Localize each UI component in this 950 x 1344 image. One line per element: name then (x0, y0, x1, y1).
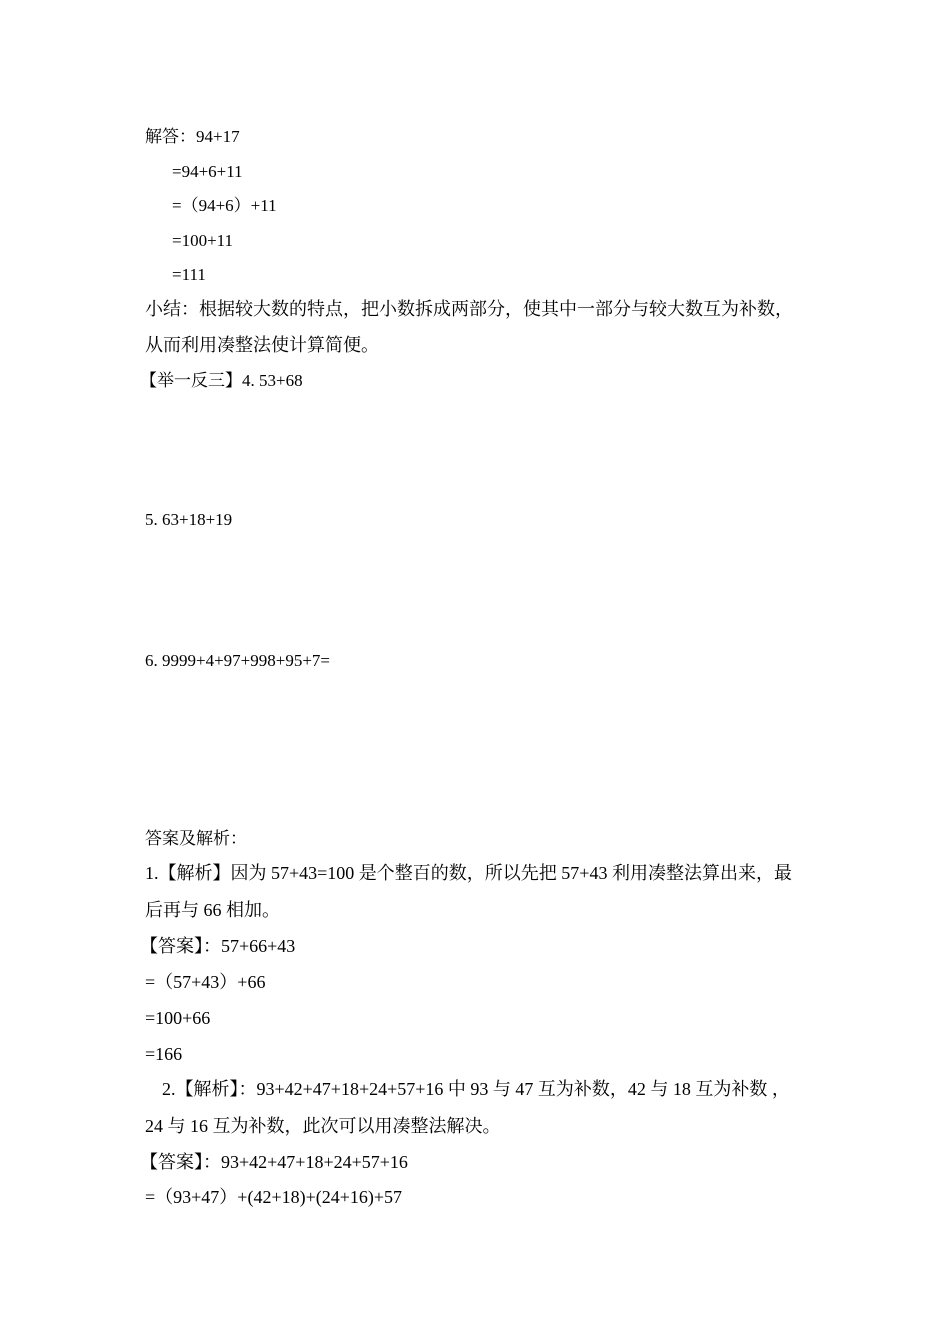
answer-1-step-1: =（57+43）+66 (145, 972, 266, 992)
answer-1-step-3: =166 (145, 1044, 183, 1064)
solution-step-3: =100+11 (172, 231, 234, 250)
answer-2-analysis-line-1: 2.【解析】：93+42+47+18+24+57+16 中 93 与 47 互为补数，42 与 18 互为补数 ， (162, 1079, 790, 1099)
answer-2-analysis-line-2: 24 与 16 互为补数，此次可以用凑整法解决。 (145, 1116, 501, 1136)
answer-2-label: 【答案】：93+42+47+18+24+57+16 (140, 1152, 408, 1172)
practice-problem-6: 6. 9999+4+97+998+95+7= (145, 651, 331, 670)
practice-problem-5: 5. 63+18+19 (145, 510, 233, 529)
solution-step-4: =111 (172, 265, 206, 284)
solution-step-2: =（94+6）+11 (172, 196, 277, 215)
answers-heading: 答案及解析： (145, 829, 247, 848)
summary-line-1: 小结：根据较大数的特点，把小数拆成两部分，使其中一部分与较大数互为补数， (145, 299, 793, 319)
summary-line-2: 从而利用凑整法使计算简便。 (145, 335, 379, 355)
answer-1-analysis-line-2: 后再与 66 相加。 (145, 900, 280, 920)
answer-2-step-1: =（93+47）+(42+18)+(24+16)+57 (145, 1187, 403, 1207)
solution-heading: 解答：94+17 (145, 127, 240, 146)
solution-step-1: =94+6+11 (172, 162, 243, 181)
answer-1-label: 【答案】：57+66+43 (140, 936, 296, 956)
practice-problem-4: 【举一反三】4. 53+68 (140, 371, 303, 390)
answer-1-step-2: =100+66 (145, 1008, 211, 1028)
answer-1-analysis-line-1: 1.【解析】因为 57+43=100 是个整百的数，所以先把 57+43 利用凑整法算出来，最 (145, 863, 792, 883)
